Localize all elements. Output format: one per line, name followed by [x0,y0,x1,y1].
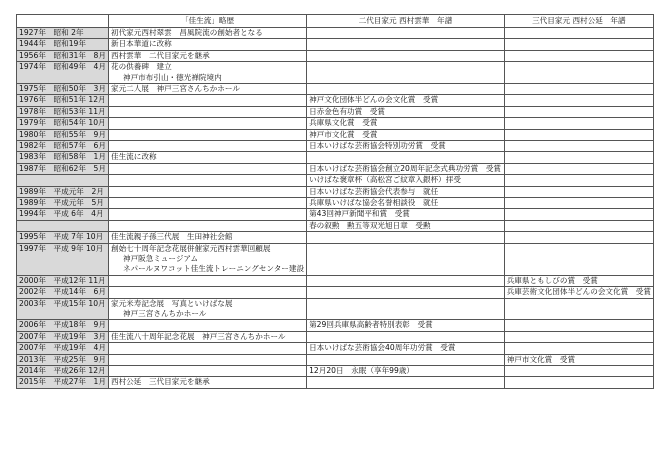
table-row [17,39,654,50]
ryu-history-cell [108,62,306,84]
date-cell: 1995年 平成 7年 10月 [17,232,109,243]
entry-text: 日本いけばな芸術協会創立20周年記念式典功労賞 受賞 [309,163,502,173]
ryu-history-cell [108,298,306,320]
table-row [17,62,654,84]
second-iemoto-cell [307,331,505,342]
ryu-history-cell [108,198,306,209]
ryu-history-cell [108,129,306,140]
entry-text: 春の叙勲 勲五等双光旭日章 受勲 [309,220,431,230]
table-row [17,95,654,106]
table-row [17,220,654,231]
header-third-iemoto: 三代目家元 西村公延 年譜 [504,15,653,28]
table-row [17,50,654,61]
date-cell: 1982年 昭和57年 6月 [17,141,109,152]
entry-text: 神戸文化団体半どんの会文化賞 受賞 [309,95,439,105]
second-iemoto-cell [307,298,505,320]
third-iemoto-cell [504,62,653,84]
ryu-history-cell [108,152,306,163]
date-cell: 1989年 平成元年 5月 [17,198,109,209]
table-row [17,175,654,186]
header-date [17,15,109,28]
chronology-body [17,28,654,389]
ryu-history-cell [108,287,306,298]
ryu-history-cell [108,366,306,377]
third-iemoto-cell [504,141,653,152]
second-iemoto-cell [307,175,505,186]
second-iemoto-cell [307,287,505,298]
second-iemoto-cell [307,377,505,388]
second-iemoto-cell [307,129,505,140]
second-iemoto-cell [307,84,505,95]
date-cell: 1927年 昭和 2年 [17,28,109,39]
date-cell: 1979年 昭和54年 10月 [17,118,109,129]
second-iemoto-cell [307,62,505,84]
ryu-history-cell [108,28,306,39]
entry-text: 新日本華道に改称 [110,39,172,49]
second-iemoto-cell [307,152,505,163]
second-iemoto-cell [307,106,505,117]
third-iemoto-cell [504,28,653,39]
third-iemoto-cell [504,39,653,50]
date-cell: 2007年 平成19年 3月 [17,331,109,342]
table-row [17,287,654,298]
entry-text: 兵庫芸術文化団体半どんの会文化賞 受賞 [506,287,651,297]
ryu-history-cell [108,209,306,220]
entry-text: 西村公延 三代目家元を継承 [110,377,210,387]
second-iemoto-cell [307,198,505,209]
date-cell: 1989年 平成元年 2月 [17,186,109,197]
ryu-history-cell [108,377,306,388]
entry-text: 神戸市文化賞 受賞 [309,129,378,139]
second-iemoto-cell [307,320,505,331]
third-iemoto-cell [504,287,653,298]
date-cell [17,175,109,186]
third-iemoto-cell [504,354,653,365]
second-iemoto-cell [307,39,505,50]
third-iemoto-cell [504,106,653,117]
date-cell: 1983年 昭和58年 1月 [17,152,109,163]
table-row [17,129,654,140]
table-row [17,366,654,377]
entry-text: 第43回神戸新聞平和賞 受賞 [309,209,410,219]
second-iemoto-cell [307,28,505,39]
header-row [17,15,654,28]
third-iemoto-cell [504,343,653,354]
second-iemoto-cell [307,118,505,129]
entry-text: 神戸市布引山・徳光禅院境内 [122,72,222,82]
ryu-history-cell [108,232,306,243]
ryu-history-cell [108,186,306,197]
second-iemoto-cell [307,232,505,243]
ryu-history-cell [108,175,306,186]
entry-text: 兵庫県文化賞 受賞 [309,118,378,128]
third-iemoto-cell [504,366,653,377]
third-iemoto-cell [504,275,653,286]
entry-text: 日本いけばな芸術協会40周年功労賞 受賞 [309,343,456,353]
date-cell: 2013年 平成25年 9月 [17,354,109,365]
date-cell: 2003年 平成15年 10月 [17,298,109,320]
date-cell: 1944年 昭和19年 [17,39,109,50]
entry-text: 佳生流に改称 [110,152,157,162]
second-iemoto-cell [307,95,505,106]
date-cell: 2002年 平成14年 6月 [17,287,109,298]
third-iemoto-cell [504,175,653,186]
ryu-history-cell [108,331,306,342]
table-row [17,186,654,197]
entry-text: 初代家元西村翠雲 昌風院流の創始者となる [110,28,263,37]
table-row [17,152,654,163]
second-iemoto-cell [307,163,505,174]
table-row [17,243,654,275]
entry-text: 佳生流親子孫三代展 生田神社会館 [110,232,233,242]
entry-text: 神戸市文化賞 受賞 [506,354,576,364]
entry-text: 12月20日 永眠（享年99歳） [309,366,415,376]
date-cell: 1997年 平成 9年 10月 [17,243,109,275]
entry-text: 兵庫県ともしびの賞 受賞 [506,275,598,285]
table-row [17,141,654,152]
third-iemoto-cell [504,377,653,388]
entry-text: 兵庫県いけばな協会名誉相談役 就任 [309,198,439,208]
second-iemoto-cell [307,186,505,197]
date-cell: 1975年 昭和50年 3月 [17,84,109,95]
ryu-history-cell [108,118,306,129]
table-row [17,198,654,209]
third-iemoto-cell [504,129,653,140]
table-row [17,163,654,174]
third-iemoto-cell [504,118,653,129]
date-cell: 2006年 平成18年 9月 [17,320,109,331]
table-row [17,343,654,354]
table-row [17,28,654,39]
entry-text: 創始七十周年記念花展併催家元西村雲華回顧展 [110,243,271,253]
date-cell: 2000年 平成12年 11月 [17,275,109,286]
ryu-history-cell [108,106,306,117]
ryu-history-cell [108,343,306,354]
date-cell: 1987年 昭和62年 5月 [17,163,109,174]
table-row [17,232,654,243]
table-row [17,106,654,117]
entry-text: 神戸阪急ミュージアム [122,254,199,264]
ryu-history-cell [108,50,306,61]
chronology-table [16,14,654,389]
ryu-history-cell [108,84,306,95]
third-iemoto-cell [504,331,653,342]
third-iemoto-cell [504,243,653,275]
entry-text: 家元二人展 神戸三宮さんちかホール [110,84,240,93]
entry-text: 日本いけばな芸術協会特別功労賞 受賞 [309,141,446,151]
third-iemoto-cell [504,50,653,61]
ryu-history-cell [108,243,306,275]
ryu-history-cell [108,163,306,174]
entry-text: 神戸三宮さんちかホール [122,309,207,319]
third-iemoto-cell [504,298,653,320]
third-iemoto-cell [504,198,653,209]
second-iemoto-cell [307,275,505,286]
entry-text: 日赤金色有功賞 受賞 [309,106,386,116]
date-cell: 2014年 平成26年 12月 [17,366,109,377]
ryu-history-cell [108,220,306,231]
entry-text: 佳生流八十周年記念花展 神戸三宮さんちかホール [110,331,286,341]
table-row [17,354,654,365]
second-iemoto-cell [307,354,505,365]
entry-text: 西村雲華 二代目家元を継承 [110,50,210,60]
entry-text: 花の供養碑 建立 [110,62,172,72]
header-ryu-history: 「佳生流」略歴 [108,15,306,28]
entry-text: 第29回兵庫県高齢者特別表彰 受賞 [309,320,433,330]
ryu-history-cell [108,39,306,50]
table-row [17,320,654,331]
second-iemoto-cell [307,343,505,354]
third-iemoto-cell [504,84,653,95]
third-iemoto-cell [504,95,653,106]
second-iemoto-cell [307,366,505,377]
chronology-sheet [16,14,654,389]
date-cell: 1974年 昭和49年 4月 [17,62,109,84]
second-iemoto-cell [307,50,505,61]
second-iemoto-cell [307,243,505,275]
date-cell: 1976年 昭和51年 12月 [17,95,109,106]
second-iemoto-cell [307,220,505,231]
ryu-history-cell [108,354,306,365]
table-row [17,84,654,95]
third-iemoto-cell [504,220,653,231]
third-iemoto-cell [504,232,653,243]
table-row [17,298,654,320]
date-cell: 2007年 平成19年 4月 [17,343,109,354]
third-iemoto-cell [504,163,653,174]
header-second-iemoto: 二代目家元 西村雲華 年譜 [307,15,505,28]
date-cell: 1978年 昭和53年 11月 [17,106,109,117]
date-cell: 1980年 昭和55年 9月 [17,129,109,140]
third-iemoto-cell [504,209,653,220]
table-row [17,275,654,286]
ryu-history-cell [108,141,306,152]
third-iemoto-cell [504,320,653,331]
table-row [17,209,654,220]
third-iemoto-cell [504,186,653,197]
second-iemoto-cell [307,209,505,220]
entry-text: ネパールヌワコット佳生流トレーニングセンター建設 [122,264,305,274]
second-iemoto-cell [307,141,505,152]
table-row [17,377,654,388]
table-row [17,118,654,129]
entry-text: 家元米寿記念展 写真といけばな展 [110,298,233,308]
ryu-history-cell [108,275,306,286]
date-cell [17,220,109,231]
date-cell: 2015年 平成27年 1月 [17,377,109,388]
ryu-history-cell [108,95,306,106]
table-row [17,331,654,342]
ryu-history-cell [108,320,306,331]
entry-text: 日本いけばな芸術協会代表参与 就任 [309,186,439,196]
third-iemoto-cell [504,152,653,163]
date-cell: 1994年 平成 6年 4月 [17,209,109,220]
entry-text: いけばな褒章杯（高松宮ご紋章入銀杯）拝受 [309,175,461,185]
date-cell: 1956年 昭和31年 8月 [17,50,109,61]
